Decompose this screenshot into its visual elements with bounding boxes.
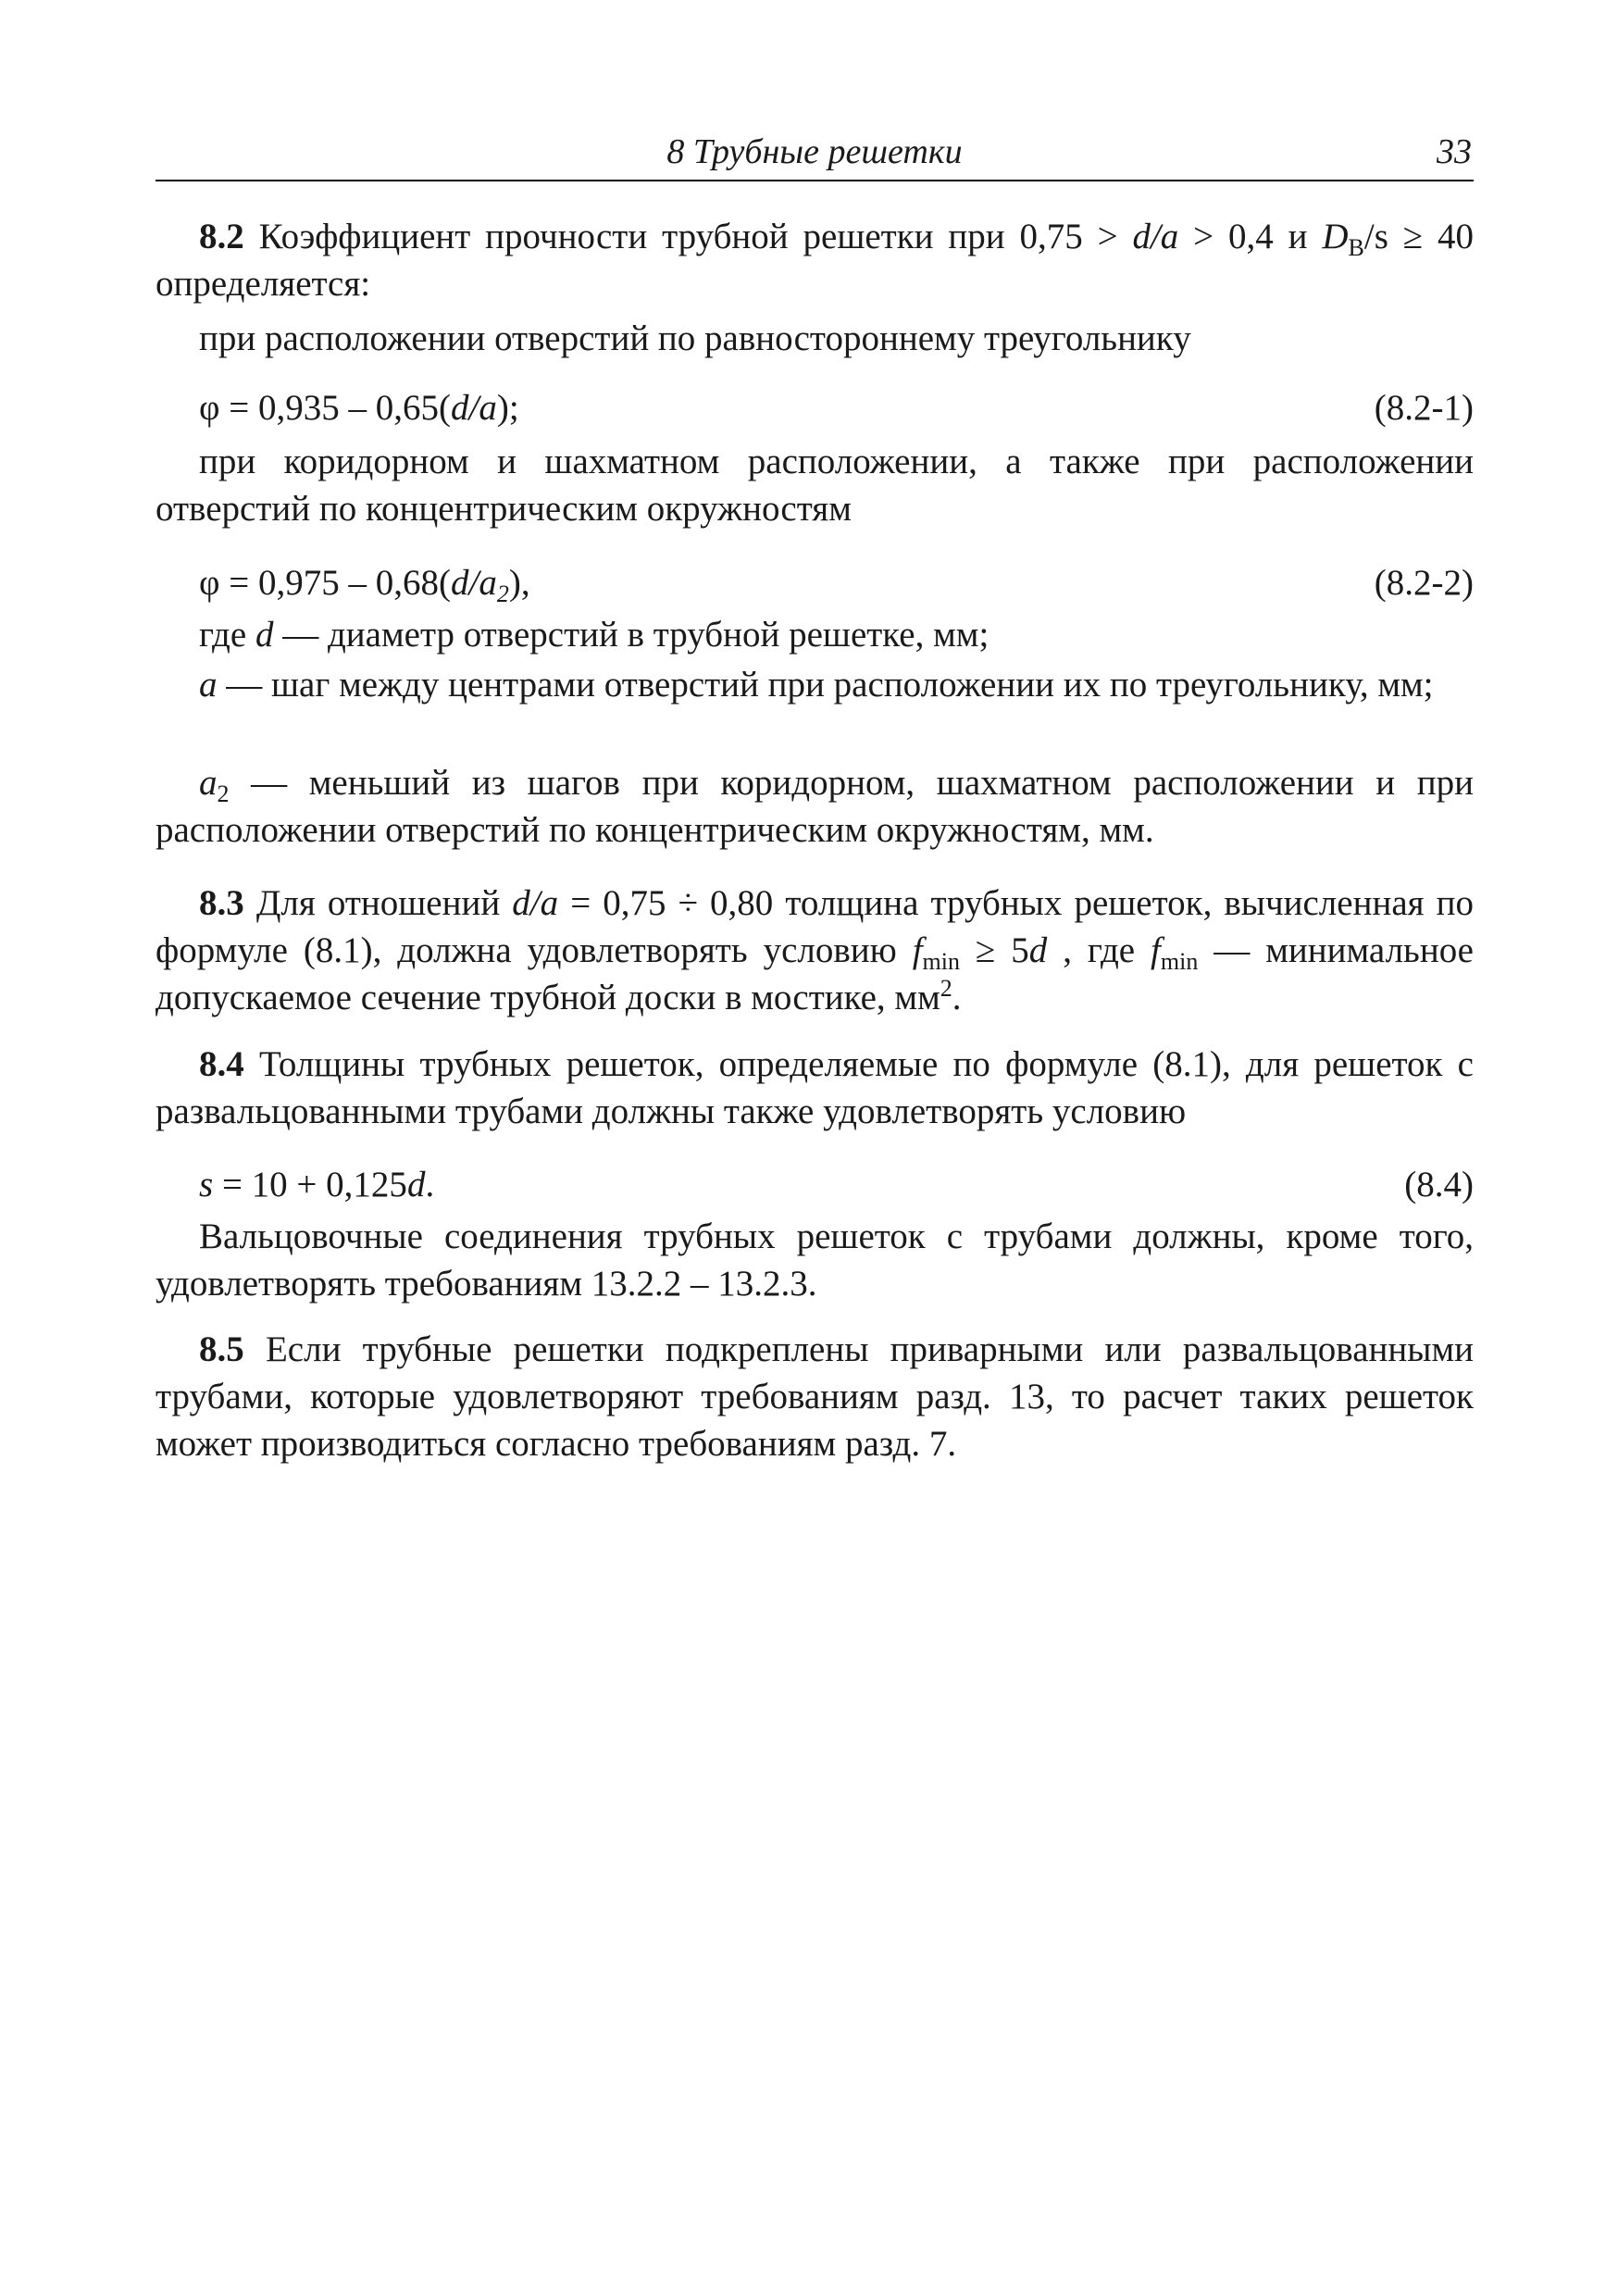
paragraph-8-3: 8.3 Для отношений d/a = 0,75 ÷ 0,80 толщина трубных решеток, вычисленная по формуле (8.1), должна удовлетворять условию $f_{min} \ge 5d$ , где $f_{min}$ — минимальное допускаемое сечение трубной доски в мостике, $мм^2$.: [156, 883, 1474, 1017]
section-number: 8.3: [199, 883, 244, 923]
formula-8-2-1: φ = 0,935 – 0,65(d/a); (8.2-1): [199, 384, 1474, 431]
formula-number: (8.2-2): [1374, 563, 1474, 603]
paragraph-case-triangle: при расположении отверстий по равностороннему треугольнику: [199, 318, 1191, 358]
definition-a2: $a_2$ — меньший из шагов при коридорном, шахматном расположении и при расположении отверстий по концентрическим окружностям, мм.: [156, 763, 1474, 850]
paragraph-8-4-rolling: Вальцовочные соединения трубных решеток с трубами должны, кроме того, удовлетворять требованиям 13.2.2 – 13.2.3.: [156, 1217, 1474, 1304]
paragraph-case-corridor: при коридорном и шахматном расположении, а также при расположении отверстий по концентрическим окружностям: [156, 442, 1474, 529]
definition-a: a — шаг между центрами отверстий при расположении их по треугольнику, мм;: [199, 665, 1434, 705]
formula-number: (8.2-1): [1374, 388, 1474, 428]
definition-d: где d — диаметр отверстий в трубной решетке, мм;: [199, 615, 989, 655]
running-header: [156, 128, 1474, 181]
section-number: 8.2: [199, 217, 244, 256]
header-title: 8 Трубные решетки: [666, 132, 963, 171]
formula-number: (8.4): [1404, 1165, 1474, 1204]
section-number: 8.4: [199, 1044, 244, 1084]
paragraph-8-4: 8.4 Толщины трубных решеток, определяемые по формуле (8.1), для решеток с развальцованными трубами должны также удовлетворять условию: [156, 1044, 1474, 1131]
paragraph-8-2-intro: 8.2 Коэффициент прочности трубной решетки при 0,75 > d/a > 0,4 и $D_В/s \ge 40$ определяется:: [156, 217, 1475, 304]
page-number: 33: [1437, 132, 1472, 171]
formula-8-4: s = 10 + 0,125d. (8.4): [199, 1161, 1474, 1208]
section-number: 8.5: [199, 1329, 244, 1369]
paragraph-8-5: 8.5 Если трубные решетки подкреплены приварными или развальцованными трубами, которые удовлетворяют требованиям разд. 13, то расчет таких решеток может производиться согласно требованиям разд. 7.: [156, 1329, 1474, 1464]
formula-8-2-2: $\varphi = 0,975 - 0,68(d/a_2)$, (8.2-2): [199, 559, 1474, 606]
